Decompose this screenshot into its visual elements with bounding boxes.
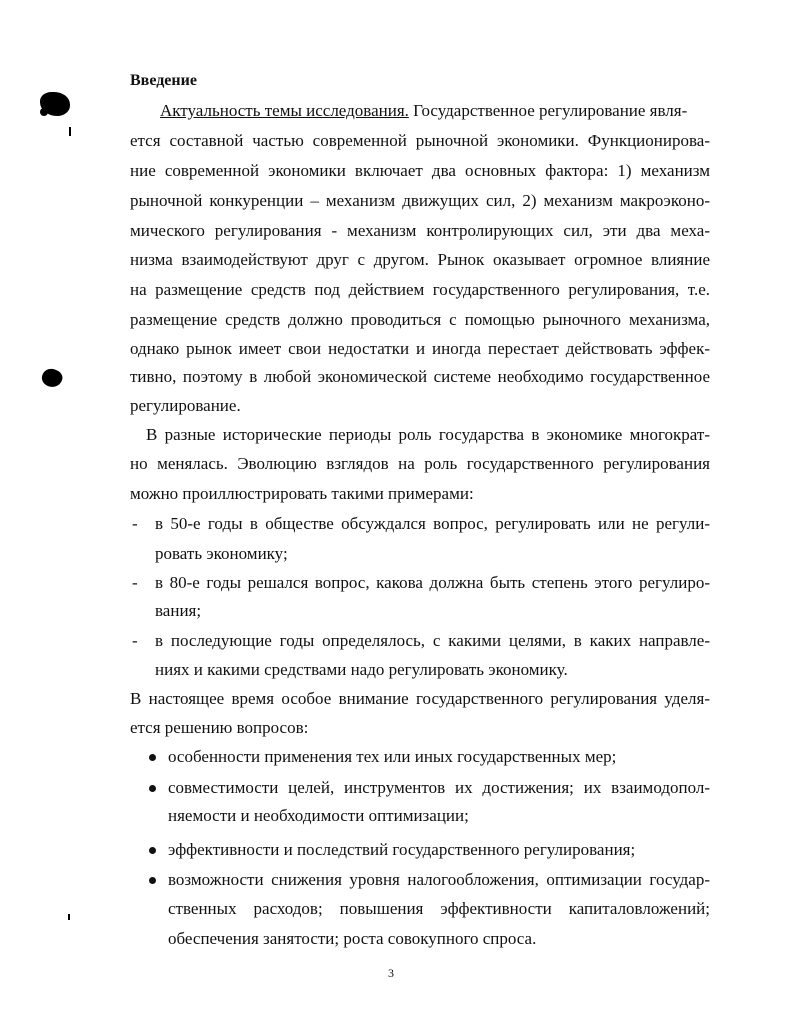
intro-line: тивно, поэтому в любой экономической системе необходимо государственное: [130, 367, 710, 386]
intro-line-last: регулирование.: [130, 396, 241, 415]
dot-item-line: совместимости целей, инструментов их достижения; их взаимодопол-: [168, 778, 710, 797]
intro-line: низма взаимодействуют друг с другом. Рынок оказывает огромное влияние: [130, 250, 710, 269]
dash-bullet: -: [132, 631, 138, 650]
dash-bullet: -: [132, 514, 138, 533]
scan-blot-top-tail: [40, 108, 48, 116]
intro-line: мического регулирования - механизм контролирующих сил, эти два меха-: [130, 221, 710, 240]
dash-item-line: ниях и какими средствами надо регулировать экономику.: [155, 660, 568, 679]
intro-line: размещение средств должно проводиться с помощью рыночного механизма,: [130, 310, 710, 329]
history-line-last: можно проиллюстрировать такими примерами:: [130, 484, 474, 503]
topic-label: Актуальность темы исследования.: [160, 101, 409, 120]
scan-blot-middle: [39, 366, 65, 391]
scan-mark-small: [69, 127, 71, 136]
dash-item-line: в 80-е годы решался вопрос, какова должна быть степень этого регулиро-: [155, 573, 710, 592]
intro-line: однако рынок имеет свои недостатки и иногда перестает действовать эффек-: [130, 339, 710, 358]
dash-item-line: ровать экономику;: [155, 544, 288, 563]
dash-bullet: -: [132, 573, 138, 592]
page-number: 3: [388, 966, 394, 980]
intro-line-1-rest: Государственное регулирование явля-: [408, 101, 688, 120]
dot-bullet: [149, 754, 156, 761]
attention-line: В настоящее время особое внимание государственного регулирования уделя-: [130, 689, 710, 708]
scan-mark-bottom: [68, 914, 70, 920]
dot-item-line: обеспечения занятости; роста совокупного спроса.: [168, 929, 537, 948]
attention-line: ется решению вопросов:: [130, 718, 309, 737]
dot-item-line: няемости и необходимости оптимизации;: [168, 806, 469, 825]
history-line: В разные исторические периоды роль государства в экономике многократ-: [146, 425, 710, 444]
dot-bullet: [149, 847, 156, 854]
intro-line: рыночной конкуренции – механизм движущих сил, 2) механизм макроэконо-: [130, 191, 710, 210]
dot-bullet: [149, 785, 156, 792]
dot-bullet: [149, 877, 156, 884]
dash-item-line: вания;: [155, 601, 202, 620]
history-line: но менялась. Эволюцию взглядов на роль государственного регулирования: [130, 454, 710, 473]
dash-item-line: в последующие годы определялось, с какими целями, в каких направле-: [155, 631, 710, 650]
dash-item-line: в 50-е годы в обществе обсуждался вопрос, регулировать или не регули-: [155, 514, 710, 533]
intro-line: ется составной частью современной рыночной экономики. Функционирова-: [130, 131, 710, 150]
dot-item-line: эффективности и последствий государственного регулирования;: [168, 840, 636, 859]
page-title: Введение: [130, 72, 197, 89]
dot-item-line: ственных расходов; повышения эффективности капиталовложений;: [168, 899, 710, 918]
intro-line: ние современной экономики включает два основных фактора: 1) механизм: [130, 161, 710, 180]
intro-line-1: [160, 101, 710, 121]
dot-item-line: возможности снижения уровня налогообложения, оптимизации государ-: [168, 870, 710, 889]
intro-line: на размещение средств под действием государственного регулирования, т.е.: [130, 280, 710, 299]
dot-item-line: особенности применения тех или иных государственных мер;: [168, 747, 617, 766]
